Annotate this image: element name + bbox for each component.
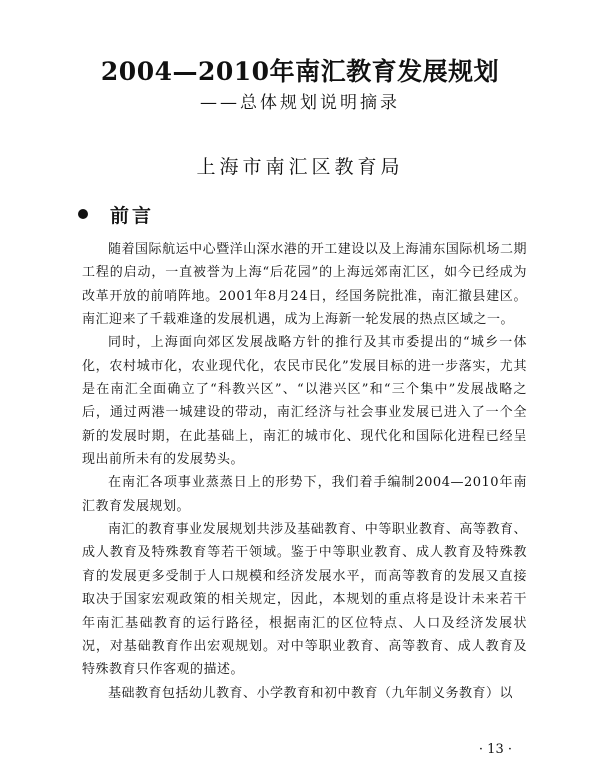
document-subtitle: ——总体规划说明摘录 bbox=[200, 93, 400, 113]
paragraph: 同时，上海面向郊区发展战略方针的推行及其市委提出的“城乡一体化，农村城市化，农业现代化，农民市民化”发展目标的进一步落实，尤其是在南汇全面确立了“科教兴区”、“以港兴区”和“三个集中”发展战略之后，通过两港一城建设的带动，南汇经济与社会事业发展已进入了一个全新的发展时期，在此基础上，南汇的城市化、现代化和国际化进程已经呈现出前所未有的发展势头。 bbox=[82, 335, 527, 468]
paragraph: 随着国际航运中心暨洋山深水港的开工建设以及上海浦东国际机场二期工程的启动，一直被誉为上海“后花园”的上海远郊南汇区，如今已经成为改革开放的前哨阵地。2001年8月24日，经国务院批准，南汇撤县建区。南汇迎来了千载难逢的发展机遇，成为上海新一轮发展的热点区域之一。 bbox=[82, 242, 527, 328]
page-number: · 13 · bbox=[478, 742, 512, 757]
bullet-icon bbox=[78, 209, 88, 219]
paragraph: 在南汇各项事业蒸蒸日上的形势下，我们着手编制2004—2010年南汇教育发展规划。 bbox=[82, 475, 527, 514]
document-title: 2004—2010年南汇教育发展规划 bbox=[100, 57, 500, 86]
paragraph: 基础教育包括幼儿教育、小学教育和初中教育（九年制义务教育）以 bbox=[108, 685, 514, 701]
section-heading-label: 前言 bbox=[110, 204, 155, 227]
author-organization: 上海市南汇区教育局 bbox=[196, 156, 404, 178]
section-heading bbox=[78, 201, 154, 227]
paragraph: 南汇的教育事业发展规划共涉及基础教育、中等职业教育、高等教育、成人教育及特殊教育等若干领域。鉴于中等职业教育、成人教育及特殊教育的发展更多受制于人口规模和经济发展水平，而高等教育的发展又直接取决于国家宏观政策的相关规定，因此，本规划的重点将是设计未来若干年南汇基础教育的运行路径，根据南汇的区位特点、人口及经济发展状况，对基础教育作出宏观规划。对中等职业教育、高等教育、成人教育及特殊教育只作客观的描述。 bbox=[82, 522, 527, 678]
body-text bbox=[82, 238, 527, 705]
